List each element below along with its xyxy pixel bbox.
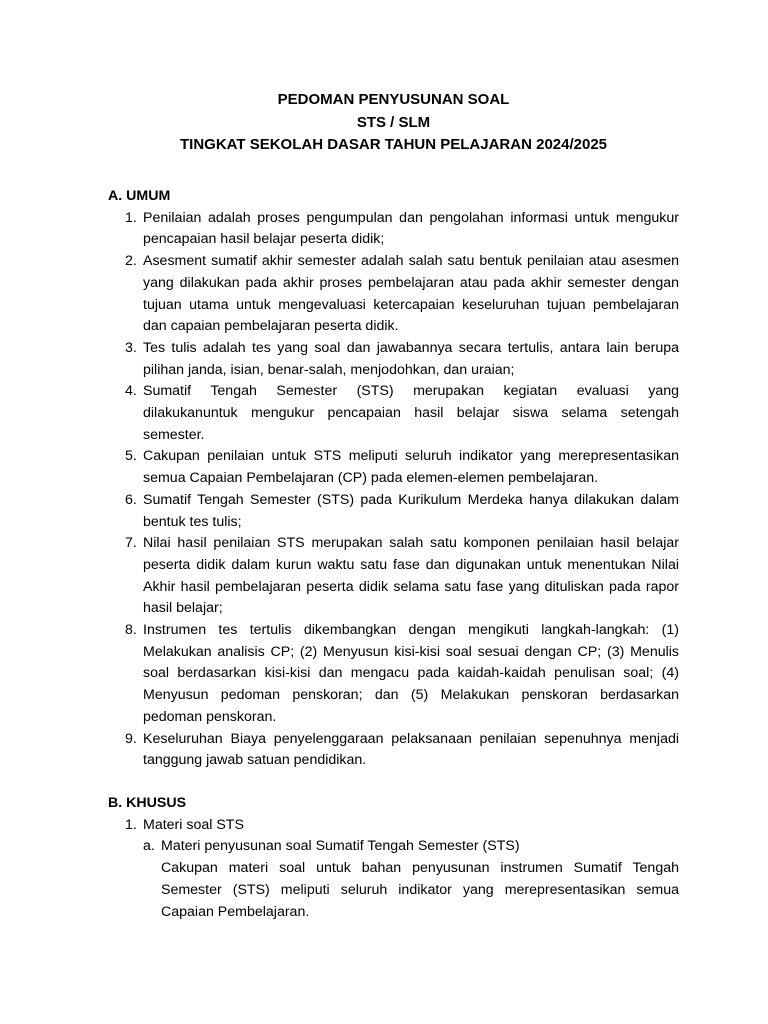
- list-item-number: 2.: [125, 253, 137, 270]
- title-line: STS / SLM: [356, 113, 431, 131]
- paragraph-line: Semester (STS) meliputi seluruh indikator yang merepresentasikan semua: [161, 881, 679, 898]
- paragraph-line: Capaian Pembelajaran.: [161, 903, 310, 920]
- sub-list-item-letter: a.: [143, 838, 155, 855]
- list-item-number: 5.: [125, 448, 137, 465]
- list-item: [108, 208, 679, 251]
- sub-list-item-text-line: Materi penyusunan soal Sumatif Tengah Semester (STS): [161, 838, 520, 855]
- list-item-number: 1.: [125, 816, 137, 833]
- list-item-text-line: dan capaian pembelajaran peserta didik.: [143, 318, 399, 335]
- list-item-text-line: Keseluruhan Biaya penyelenggaraan pelaksanaan penilaian sepenuhnya menjadi: [143, 730, 679, 747]
- paragraph: [108, 858, 679, 923]
- list-item-text-line: tujuan utama untuk mengevaluasi ketercapaian keseluruhan tujuan pembelajaran: [143, 296, 679, 313]
- list-item: [108, 338, 679, 381]
- list-item: [108, 815, 679, 837]
- list-item-text-line: Sumatif Tengah Semester (STS) merupakan kegiatan evaluasi yang: [143, 383, 679, 400]
- section-a-list: [108, 208, 679, 772]
- list-item: [108, 251, 679, 338]
- list-item-text-line: Penilaian adalah proses pengumpulan dan pengolahan informasi untuk mengukur: [143, 209, 679, 226]
- list-item-text-line: Cakupan penilaian untuk STS meliputi seluruh indikator yang merepresentasikan: [143, 448, 679, 465]
- list-item-text-line: dilakukanuntuk mengukur pencapaian hasil belajar siswa selama setengah: [143, 405, 679, 422]
- section-heading: B. KHUSUS: [108, 795, 187, 811]
- list-item: [108, 446, 679, 489]
- list-item-text-line: bentuk tes tulis;: [143, 513, 242, 530]
- list-item-text-line: Nilai hasil penilaian STS merupakan salah satu komponen penilaian hasil belajar: [143, 535, 679, 552]
- list-item-text-line: pencapaian hasil belajar peserta didik;: [143, 231, 385, 248]
- list-item-text-line: Tes tulis adalah tes yang soal dan jawabannya secara tertulis, antara lain berupa: [143, 339, 679, 356]
- list-item-text-line: Melakukan analisis CP; (2) Menyusun kisi-kisi soal sesuai dengan CP; (3) Menulis: [143, 643, 679, 660]
- section-khusus: [108, 793, 679, 923]
- list-item-number: 3.: [125, 339, 137, 356]
- list-item: [108, 729, 679, 772]
- list-item-number: 1.: [125, 209, 137, 226]
- list-item-text-line: tanggung jawab satuan pendidikan.: [143, 752, 367, 769]
- list-item: [108, 381, 679, 446]
- list-item-text-line: Materi soal STS: [143, 816, 244, 833]
- list-item-text-line: soal berdasarkan kisi-kisi dan mengacu pada kaidah-kaidah penulisan soal; (4): [143, 665, 679, 682]
- list-item: [108, 490, 679, 533]
- section-umum: [108, 186, 679, 772]
- list-item-text-line: Menyusun pedoman penskoran; dan (5) Melakukan penskoran berdasarkan: [143, 687, 679, 704]
- list-item-number: 4.: [125, 383, 137, 400]
- list-item-text-line: Akhir hasil pembelajaran peserta didik selama satu fase yang dituliskan pada rapor: [143, 578, 679, 595]
- list-item: [108, 620, 679, 729]
- list-item-text-line: pedoman penskoran.: [143, 708, 277, 725]
- list-item: [108, 533, 679, 620]
- section-heading: A. UMUM: [108, 188, 171, 204]
- list-item-number: 9.: [125, 730, 137, 747]
- paragraph-line: Cakupan materi soal untuk bahan penyusunan instrumen Sumatif Tengah: [161, 860, 679, 877]
- list-item-number: 7.: [125, 535, 137, 552]
- list-item-text-line: yang dilakukan pada akhir proses pembelajaran atau pada akhir semester dengan: [143, 274, 679, 291]
- list-item-text-line: peserta didik dalam kurun waktu satu fase dan digunakan untuk menentukan Nilai: [143, 556, 679, 573]
- list-item-text-line: semester.: [143, 426, 205, 443]
- list-item-text-line: Instrumen tes tertulis dikembangkan dengan mengikuti langkah-langkah: (1): [143, 622, 679, 639]
- list-item-text-line: semua Capaian Pembelajaran (CP) pada elemen-elemen pembelajaran.: [143, 470, 599, 487]
- document-title: [108, 89, 679, 157]
- list-item-text-line: Asesment sumatif akhir semester adalah salah satu bentuk penilaian atau asesmen: [143, 253, 679, 270]
- list-item-number: 8.: [125, 622, 137, 639]
- title-line: PEDOMAN PENYUSUNAN SOAL: [277, 91, 510, 108]
- title-line: TINGKAT SEKOLAH DASAR TAHUN PELAJARAN 2024/2025: [179, 136, 608, 153]
- list-item-text-line: Sumatif Tengah Semester (STS) pada Kurikulum Merdeka hanya dilakukan dalam: [143, 491, 679, 508]
- list-item-text-line: hasil belajar;: [143, 600, 223, 617]
- list-item-text-line: pilihan janda, isian, benar-salah, menjodohkan, dan uraian;: [143, 361, 515, 378]
- sub-list-item: [108, 836, 679, 858]
- list-item-number: 6.: [125, 491, 137, 508]
